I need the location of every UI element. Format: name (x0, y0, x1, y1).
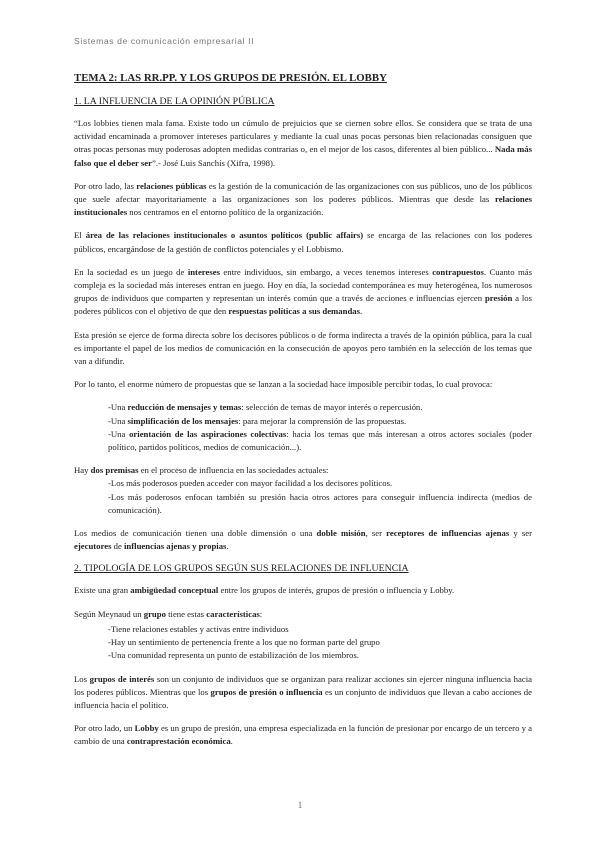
section-heading-2: 2. TIPOLOGÍA DE LOS GRUPOS SEGÚN SUS RELACIONES DE INFLUENCIA (74, 563, 409, 575)
list-item: -Una simplificación de los mensajes: para mejorar la comprensión de las propuestas. (108, 415, 407, 426)
list-item: -Hay un sentimiento de pertenencia frente a los que no forman parte del grupo (108, 637, 380, 648)
page-number: 1 (297, 800, 303, 810)
paragraph: Los grupos de interés son un conjunto de individuos que se organizan para realizar acciones sin ejercer ninguna influencia hacia los poderes públicos. Mientras que los grupos de presión o influencia es un conjunto de individuos que llevan a cabo acciones de influencia hacia el político. (74, 673, 532, 710)
paragraph: Por lo tanto, el enorme número de propuestas que se lanzan a la sociedad hace imposible percibir todas, lo cual provoca: (74, 379, 493, 390)
paragraph: El área de las relaciones institucionales o asuntos políticos (public affairs) se encarga de las relaciones con los poderes públicos, encargándose de la gestión de conflictos potenciales y el Lobbismo. (74, 230, 532, 254)
paragraph: Existe una gran ambigüedad conceptual entre los grupos de interés, grupos de presión o influencia y Lobby. (74, 585, 455, 596)
list-consequences (108, 401, 532, 454)
paragraph: En la sociedad es un juego de intereses entre individuos, sin embargo, a veces tenemos intereses contrapuestos. Cuanto más compleja es la sociedad más intereses entran en juego. Hoy en día, la sociedad contemporánea es muy heterogénea, los numerosos grupos de individuos que comparten y representan un interés común que a través de acciones e influencias ejercen presión a los poderes públicos con el objetivo de que den respuestas políticas a sus demandas. (74, 266, 532, 317)
paragraph: Según Meynaud un grupo tiene estas características: (74, 608, 263, 619)
list-item: -Tiene relaciones estables y activas entre individuos (108, 623, 289, 634)
section-heading-1: 1. LA INFLUENCIA DE LA OPINIÓN PÚBLICA (74, 96, 275, 107)
list-characteristics (108, 623, 532, 663)
running-header: Sistemas de comunicación empresarial II (74, 36, 255, 46)
paragraph: Por otro lado, las relaciones públicas es la gestión de la comunicación de las organizaciones con sus públicos, uno de los públicos que suele afectar mayoritariamente a las organizaciones son los poderes públicos. Mientras que desde las relaciones institucionales nos centramos en el entorno político de la organización. (74, 180, 532, 218)
paragraph: Por otro lado, un Lobby es un grupo de presión, una empresa especializada en la función de presionar por encargo de un tercero y a cambio de una contraprestación económica. (74, 723, 532, 747)
list-item: -Una orientación de las aspiraciones colectivas: hacia los temas que más interesan a otros actores sociales (poder político, partidos políticos, medios de comunicación...). (108, 428, 532, 453)
quote-paragraph: “Los lobbies tienen mala fama. Existe todo un cúmulo de prejuicios que se ciernen sobre ellos. Se considera que se trata de una actividad encaminada a promover intereses particulares y mediante la cual unas pocas personas bien relacionadas consiguen que otras pocas personas muy poderosas adopten medidas contrarias o, en el mejor de los casos, diferentes al bien público... Nada más falso que el deber ser”.- José Luis Sanchís (Xifra, 1998). (74, 118, 532, 168)
paragraph: Esta presión se ejerce de forma directa sobre los decisores públicos o de forma indirecta a través de la opinión pública, para la cual es importante el papel de los medios de comunicación en la consecución de apoyos pero también en la selección de los temas que van a difundir. (74, 329, 532, 367)
list-item: -Los más poderosos pueden acceder con mayor facilidad a los decisores políticos. (108, 478, 393, 489)
list-item: -Una reducción de mensajes y temas: selección de temas de mayor interés o repercusión. (108, 402, 423, 413)
list-item: -Una comunidad representa un punto de estabilización de los miembros. (108, 650, 359, 661)
page-title: TEMA 2: LAS RR.PP. Y LOS GRUPOS DE PRESIÓN. EL LOBBY (74, 72, 387, 84)
paragraph: Los medios de comunicación tienen una doble dimensión o una doble misión, ser receptores de influencias ajenas y ser ejecutores de influencias ajenas y propias. (74, 528, 532, 552)
list-item: -Los más poderosos enfocan también su presión hacia otros actores para conseguir influencia indirecta (medios de comunicación). (108, 491, 532, 515)
list-premises (108, 477, 532, 517)
document-body (74, 72, 532, 759)
paragraph: Hay dos premisas en el proceso de influencia en las sociedades actuales: (74, 465, 329, 476)
